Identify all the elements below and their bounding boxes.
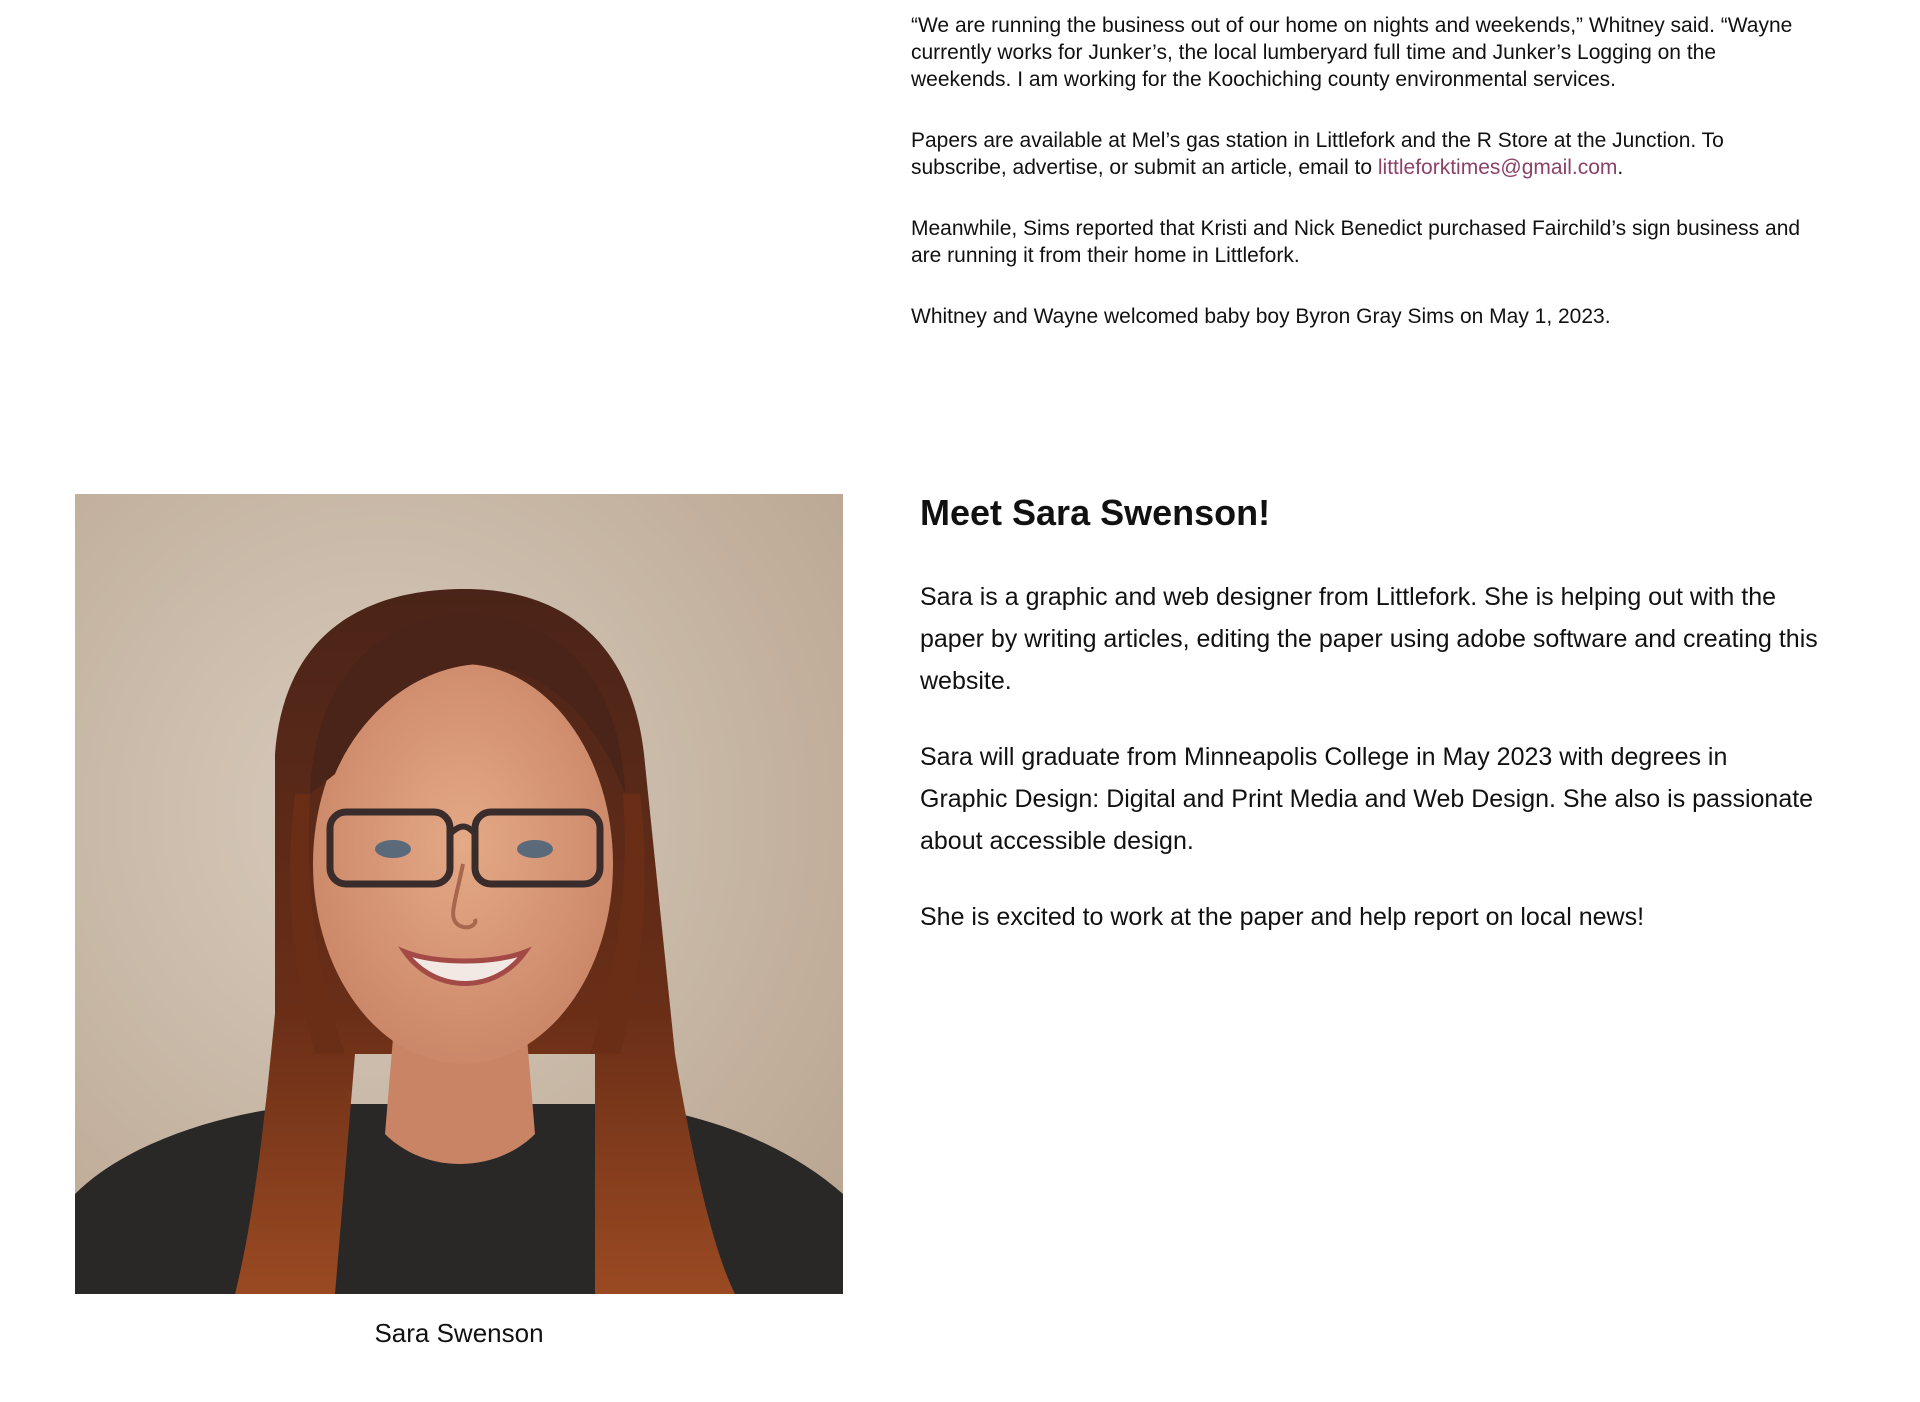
photo-caption: Sara Swenson [374, 1318, 544, 1348]
profile-paragraph: Sara will graduate from Minneapolis College in May 2023 with degrees in Graphic Design: Digital and Print Media and Web Design. She also is passionate about accessible design. [920, 743, 1814, 855]
profile-photo [75, 494, 843, 1294]
top-article [911, 12, 1821, 364]
email-link[interactable]: littleforktimes@gmail.com [1377, 156, 1618, 179]
profile-paragraph: She is excited to work at the paper and help report on local news! [920, 903, 1645, 931]
contact-period: . [1617, 156, 1624, 179]
portrait-illustration [75, 494, 843, 1294]
contact-text: Papers are available at Mel’s gas station in Littlefork and the R Store at the Junction. To subscribe, advertise, or submit an article, email to [911, 129, 1724, 179]
profile-heading: Meet Sara Swenson! [920, 492, 1271, 533]
profile-paragraph: Sara is a graphic and web designer from Littlefork. She is helping out with the paper by writing articles, editing the paper using adobe software and creating this website. [920, 583, 1818, 695]
article-paragraph: “We are running the business out of our home on nights and weekends,” Whitney said. “Wayne currently works for Junker’s, the local lumberyard full time and Junker’s Logging on the weekends. I am working for the Koochiching county environmental services. [911, 14, 1793, 91]
article-paragraph: Meanwhile, Sims reported that Kristi and Nick Benedict purchased Fairchild’s sign business and are running it from their home in Littlefork. [911, 217, 1801, 267]
profile-section [920, 488, 1820, 972]
article-paragraph: Whitney and Wayne welcomed baby boy Byron Gray Sims on May 1, 2023. [911, 305, 1611, 328]
article-paragraph-contact [911, 127, 1821, 181]
